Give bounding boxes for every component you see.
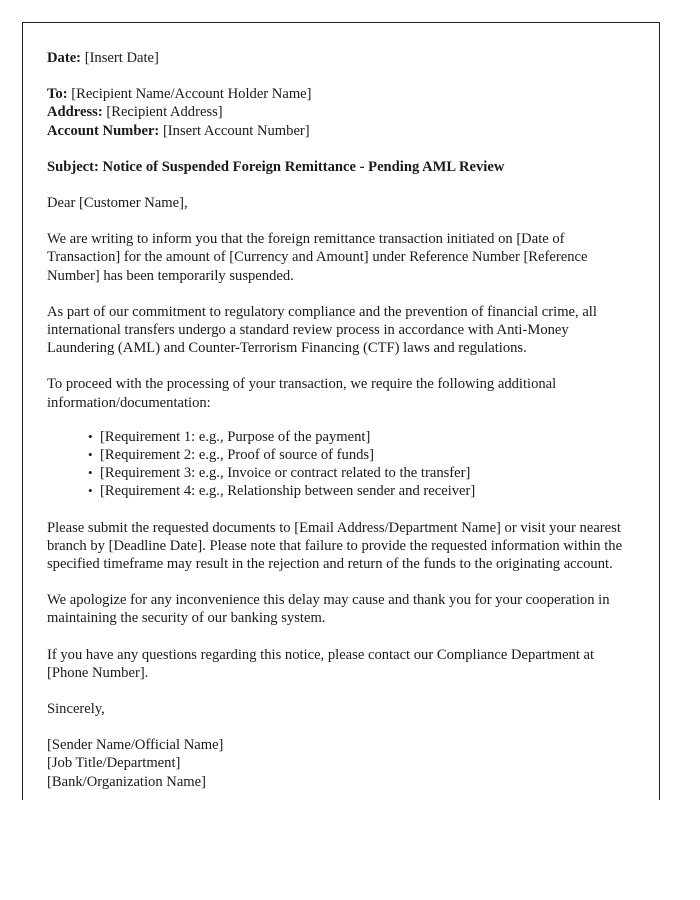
address-line [47, 103, 639, 121]
signature-organization: [Bank/Organization Name] [47, 773, 206, 790]
salutation: Dear [Customer Name], [47, 195, 188, 212]
list-item: • [Requirement 4: e.g., Relationship between sender and receiver] [88, 482, 639, 500]
account-number-label: Account Number: [47, 122, 160, 139]
spacer [47, 573, 639, 591]
date-value: [Insert Date] [84, 50, 159, 66]
spacer [47, 285, 639, 303]
recipient-block [47, 85, 639, 140]
to-label: To: [47, 86, 68, 103]
spacer [47, 682, 639, 700]
signature-title: [Job Title/Department] [47, 755, 181, 772]
paragraph-submission-instructions: Please submit the requested documents to [Email Address/Department Name] or visit your nearest branch by [Deadline Date]. Please note that failure to provide the requested information within the specified timeframe may result in the rejection and return of the funds to the originating account. [47, 519, 623, 573]
spacer [47, 718, 639, 736]
signature-block [47, 736, 639, 791]
signature-name: [Sender Name/Official Name] [47, 737, 224, 754]
paragraph-requirements-intro: To proceed with the processing of your transaction, we require the following additional information/documentation: [47, 376, 557, 411]
address-label: Address: [47, 104, 103, 121]
spacer [47, 176, 639, 194]
to-line [47, 85, 639, 103]
address-value: [Recipient Address] [106, 104, 223, 121]
paragraph-compliance-statement: As part of our commitment to regulatory compliance and the prevention of financial crime, all international transfers undergo a standard review process in accordance with Anti-Money Laundering (AML) and Counter-Terrorism Financing (CTF) laws and regulations. [47, 303, 597, 357]
subject-line: Subject: Notice of Suspended Foreign Remittance - Pending AML Review [47, 158, 505, 175]
list-item: • [Requirement 2: e.g., Proof of source of funds] [88, 446, 639, 464]
list-item: • [Requirement 3: e.g., Invoice or contract related to the transfer] [88, 464, 639, 482]
to-value: [Recipient Name/Account Holder Name] [71, 86, 312, 103]
closing-salutation: Sincerely, [47, 701, 105, 718]
spacer [47, 628, 639, 646]
spacer [47, 357, 639, 375]
document-body [47, 49, 639, 791]
account-number-value: [Insert Account Number] [162, 122, 310, 139]
date-label: Date: [47, 50, 82, 66]
spacer [47, 67, 639, 85]
requirements-list [47, 428, 639, 501]
account-number-line [47, 122, 639, 140]
spacer [47, 140, 639, 158]
list-item: • [Requirement 1: e.g., Purpose of the payment] [88, 428, 639, 446]
spacer [47, 501, 639, 519]
paragraph-contact: If you have any questions regarding this notice, please contact our Compliance Department at [Phone Number]. [47, 646, 595, 681]
spacer [47, 412, 639, 428]
document-frame [22, 22, 660, 800]
spacer [47, 212, 639, 230]
paragraph-suspension-notice: We are writing to inform you that the foreign remittance transaction initiated on [Date of Transaction] for the amount of [Currency and Amount] under Reference Number [Reference Number] has been temporarily suspended. [47, 231, 588, 284]
date-line [47, 49, 639, 67]
paragraph-apology: We apologize for any inconvenience this delay may cause and thank you for your cooperation in maintaining the security of our banking system. [47, 592, 610, 627]
